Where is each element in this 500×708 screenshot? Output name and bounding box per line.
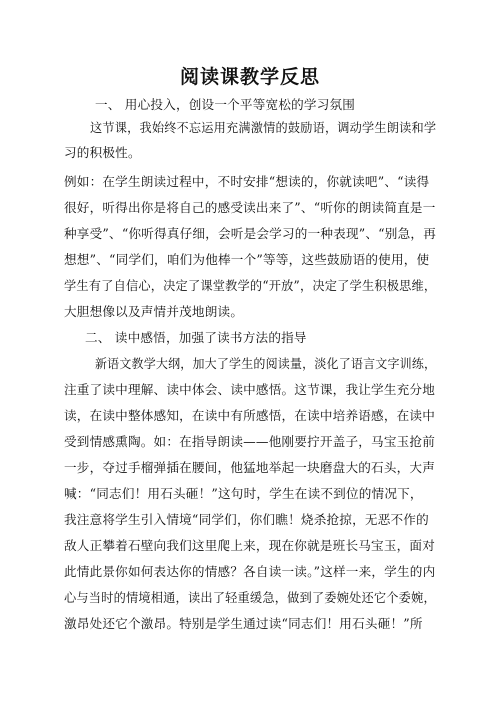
paragraph-line: 喊：“同志们！用石头砸！”这句时，学生在读不到位的情况下， (64, 486, 423, 501)
document-title: 阅读课教学反思 (179, 66, 320, 88)
section-heading-1: 一、 用心投入，创设一个平等宽松的学习氛围 (95, 97, 356, 112)
paragraph-line: 读，在读中整体感知，在读中有所感悟，在读中培养语感，在读中 (64, 408, 436, 423)
paragraph-line: 种享受”、“你听得真仔细，会听是会学习的一种表现”、“别急，再 (64, 226, 436, 241)
paragraph-line: 很好，听得出你是将自己的感受读出来了”、“听你的朗读简直是一 (64, 200, 436, 215)
paragraph-line: 学生有了自信心，决定了课堂教学的“开放”，决定了学生积极思维， (64, 278, 437, 293)
paragraph-line: 此情此景你如何表达你的情感？各自读一读。”这样一来，学生的内 (64, 564, 436, 579)
paragraph-line: 注重了读中理解、读中体会、读中感悟。这节课，我让学生充分地 (64, 382, 436, 397)
paragraph-line: 习的积极性。 (64, 145, 141, 160)
paragraph-line: 我注意将学生引入情境“同学们，你们瞧！烧杀抢掠，无恶不作的 (64, 512, 429, 527)
paragraph-line: 受到情感熏陶。如：在指导朗读——他刚要拧开盖子，马宝玉抢前 (64, 434, 436, 449)
paragraph-line: 心与当时的情境相通，读出了轻重缓急，做到了委婉处还它个委婉， (64, 590, 436, 605)
paragraph-line: 这节课，我始终不忘运用充满激情的鼓励语，调动学生朗读和学 (90, 120, 437, 135)
paragraph-line: 大胆想像以及声情并茂地朗读。 (64, 304, 244, 319)
paragraph-line: 一步，夺过手榴弹插在腰间，他猛地举起一块磨盘大的石头，大声 (64, 460, 436, 475)
paragraph-line: 敌人正攀着石壁向我们这里爬上来，现在你就是班长马宝玉，面对 (64, 538, 436, 553)
paragraph-line: 新语文教学大纲，加大了学生的阅读量，淡化了语言文字训练， (95, 356, 437, 371)
paragraph-line: 想想”、“同学们，咱们为他棒一个”等等，这些鼓励语的使用，使 (64, 252, 430, 267)
paragraph-line: 激昂处还它个激昂。特别是学生通过读“同志们！用石头砸！”所 (64, 616, 423, 631)
section-heading-2: 二、 读中感悟，加强了读书方法的指导 (85, 330, 307, 345)
paragraph-line: 例如：在学生朗读过程中，不时安排“想读的，你就读吧”、“读得 (64, 174, 430, 189)
